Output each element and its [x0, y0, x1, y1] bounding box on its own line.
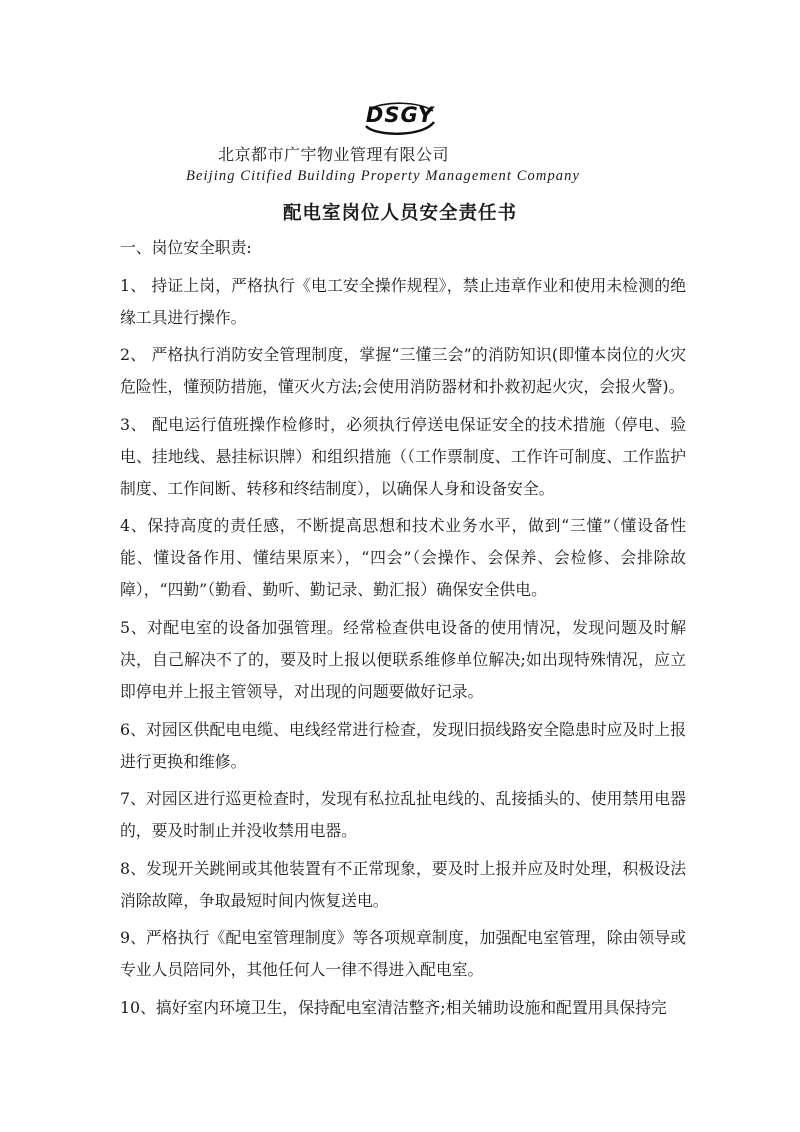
company-name-cn: 北京都市广宇物业管理有限公司 [218, 145, 450, 164]
company-name-en: Beijing Citified Building Property Management Company [186, 168, 581, 184]
duty-paragraph-2: 2、 严格执行消防安全管理制度，掌握“三懂三会”的消防知识(即懂本岗位的火灾危险性，懂预防措施，懂灭火方法;会使用消防器材和扑救初起火灾，会报火警)。 [120, 345, 686, 397]
document-title: 配电室岗位人员安全责任书 [282, 203, 517, 224]
duty-paragraph-6: 6、对园区供配电电缆、电线经常进行检查，发现旧损线路安全隐患时应及时上报进行更换和维修。 [120, 719, 686, 771]
logo-text: DSGY [365, 103, 435, 127]
duty-paragraph-4: 4、保持高度的责任感，不断提高思想和技术业务水平，做到“三懂”（懂设备性能、懂设备作用、懂结果原来），“四会”（会操作、会保养、会检修、会排除故障），“四勤”（勤看、勤听、勤记录、勤汇报）确保安全供电。 [120, 516, 686, 600]
section-heading: 一、岗位安全职责: [120, 238, 252, 257]
duty-paragraph-7: 7、对园区进行巡更检查时，发现有私拉乱扯电线的、乱接插头的、使用禁用电器的，要及时制止并没收禁用电器。 [120, 789, 686, 841]
duty-paragraph-9: 9、严格执行《配电室管理制度》等各项规章制度，加强配电室管理，除由领导或专业人员陪同外，其他任何人一律不得进入配电室。 [120, 928, 686, 980]
duty-paragraph-1: 1、 持证上岗，严格执行《电工安全操作规程》，禁止违章作业和使用未检测的绝缘工具进行操作。 [120, 275, 686, 327]
duty-paragraph-10: 10、搞好室内环境卫生，保持配电室清洁整齐;相关辅助设施和配置用具保持完 [120, 997, 667, 1017]
document-body [120, 232, 686, 1030]
duty-paragraph-5: 5、对配电室的设备加强管理。经常检查供电设备的使用情况，发现问题及时解决，自己解决不了的，要及时上报以便联系维修单位解决;如出现特殊情况，应立即停电并上报主管领导，对出现的问题要做好记录。 [120, 617, 686, 701]
company-logo [360, 100, 440, 140]
duty-paragraph-3: 3、 配电运行值班操作检修时，必须执行停送电保证安全的技术措施（停电、验电、挂地线、悬挂标识牌）和组织措施（（工作票制度、工作许可制度、工作监护制度、工作间断、转移和终结制度），以确保人身和设备安全。 [120, 414, 686, 498]
duty-paragraph-8: 8、发现开关跳闸或其他装置有不正常现象，要及时上报并应及时处理，积极设法消除故障，争取最短时间内恢复送电。 [120, 858, 686, 910]
